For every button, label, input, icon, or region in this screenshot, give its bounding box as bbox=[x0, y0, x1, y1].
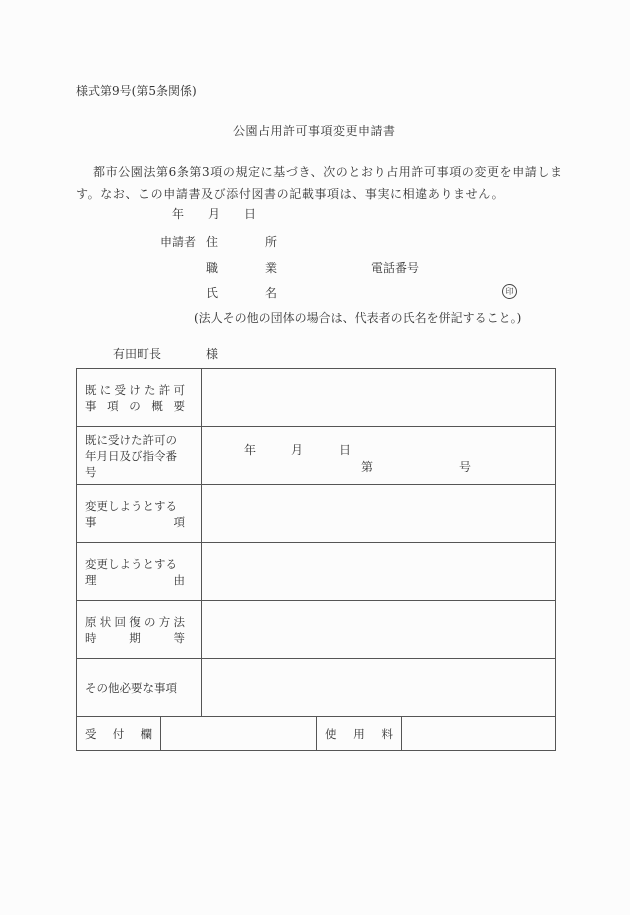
fee-field[interactable] bbox=[402, 717, 555, 750]
change-reason-field[interactable] bbox=[202, 543, 556, 601]
applicant-label: 申請者 bbox=[160, 235, 197, 249]
date-day: 日 bbox=[244, 207, 257, 221]
table-row bbox=[77, 543, 556, 601]
prior-permit-date-field[interactable] bbox=[202, 427, 556, 485]
address-label-1: 住 bbox=[206, 235, 219, 249]
name-label-1: 氏 bbox=[206, 286, 219, 300]
row-label-other-matters: その他必要な事項 bbox=[77, 659, 202, 717]
permit-year: 年 bbox=[244, 443, 257, 457]
row-label-change-reason: 変更しようとする 理 由 bbox=[77, 543, 202, 601]
reception-row bbox=[76, 716, 556, 751]
phone-label: 電話番号 bbox=[371, 261, 420, 275]
statement-line-1: 都市公園法第6条第3項の規定に基づき、次のとおり占用許可事項の変更を申請しま bbox=[93, 165, 563, 179]
row-label-restoration: 原 状 回 復 の 方 法 時 期 等 bbox=[77, 601, 202, 659]
row-label-prior-permit-date: 既に受けた許可の 年月日及び指令番 号 bbox=[77, 427, 202, 485]
name-label-2: 名 bbox=[265, 286, 278, 300]
permit-no-prefix: 第 bbox=[361, 460, 374, 474]
seal-icon: 印 bbox=[502, 283, 517, 299]
table-row bbox=[77, 659, 556, 717]
reception-field[interactable] bbox=[161, 717, 317, 750]
restoration-field[interactable] bbox=[202, 601, 556, 659]
address-label-2: 所 bbox=[265, 235, 278, 249]
addressee-honorific: 様 bbox=[206, 347, 219, 361]
statement-line-2: す。なお、この申請書及び添付図書の記載事項は、事実に相違ありません。 bbox=[76, 187, 505, 201]
other-matters-field[interactable] bbox=[202, 659, 556, 717]
table-row bbox=[77, 427, 556, 485]
reception-label: 受 付 欄 bbox=[77, 717, 161, 750]
form-number: 様式第9号(第5条関係) bbox=[76, 84, 197, 98]
table-row bbox=[77, 369, 556, 427]
document-title: 公園占用許可事項変更申請書 bbox=[233, 124, 396, 138]
permit-day: 日 bbox=[339, 443, 352, 457]
addressee-name: 有田町長 bbox=[113, 347, 162, 361]
row-label-prior-permit-summary: 既 に 受 け た 許 可 事 項 の 概 要 bbox=[77, 369, 202, 427]
fee-label: 使 用 料 bbox=[317, 717, 402, 750]
application-table bbox=[76, 368, 556, 717]
change-items-field[interactable] bbox=[202, 485, 556, 543]
corporate-note: (法人その他の団体の場合は、代表者の氏名を併記すること。) bbox=[194, 311, 522, 325]
permit-no-suffix: 号 bbox=[459, 460, 472, 474]
date-year: 年 bbox=[172, 207, 185, 221]
row-label-change-items: 変更しようとする 事 項 bbox=[77, 485, 202, 543]
date-month: 月 bbox=[208, 207, 221, 221]
occupation-label-1: 職 bbox=[206, 261, 219, 275]
table-row bbox=[77, 601, 556, 659]
table-row bbox=[77, 485, 556, 543]
occupation-label-2: 業 bbox=[265, 261, 278, 275]
permit-month: 月 bbox=[291, 443, 304, 457]
prior-permit-summary-field[interactable] bbox=[202, 369, 556, 427]
